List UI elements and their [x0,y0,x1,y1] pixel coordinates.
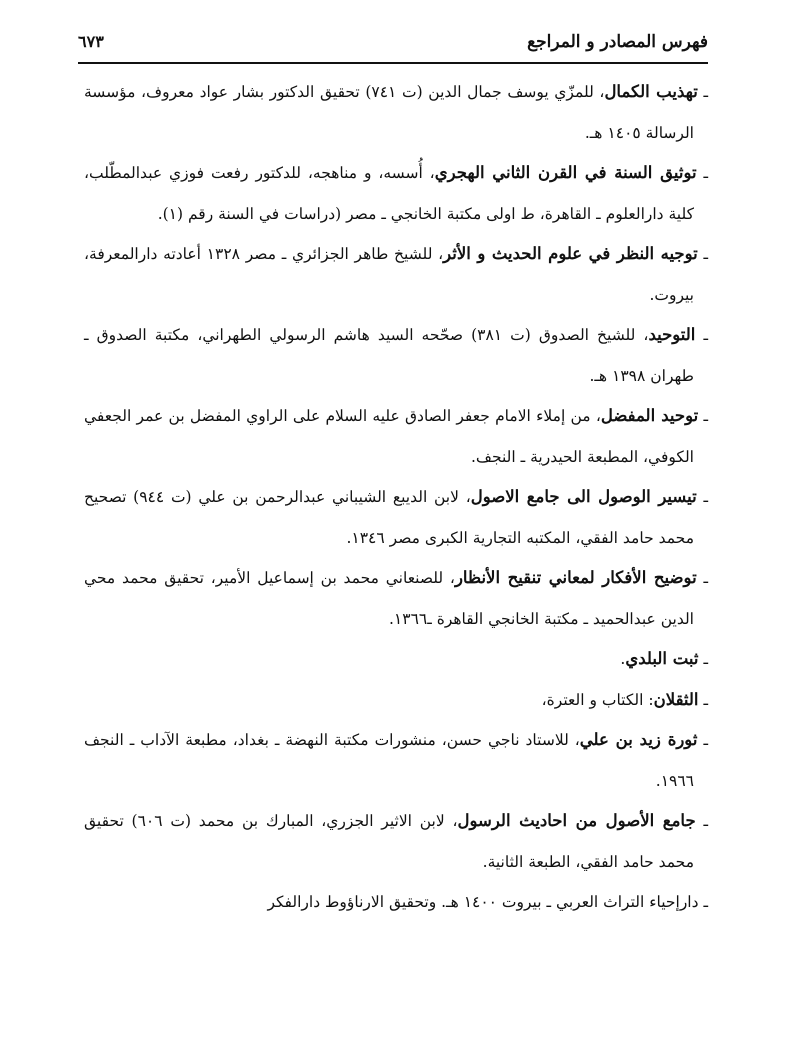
bibliography-entry: ـ تهذيب الكمال، للمزّي يوسف جمال الدين (ت ٧٤١) تحقيق الدكتور بشار عواد معروف، مؤسسة الرسالة ١٤٠٥ هـ. [84,82,708,142]
entry-text: ، من إملاء الامام جعفر الصادق عليه السلام على الراوي المفضل بن عمر الجعفي الكوفي، المطبعة الحيدرية ـ النجف. [84,407,694,466]
bibliography-entry: ـ توثيق السنة في القرن الثاني الهجري، أُسسه، و مناهجه، للدكتور رفعت فوزي عبدالمطّلب، كلية دارالعلوم ـ القاهرة، ط اولى مكتبة الخانجي ـ مصر (دراسات في السنة رقم (١). [84,163,709,223]
bibliography-entry: ـ التوحيد، للشيخ الصدوق (ت ٣٨١) صحّحه السيد هاشم الرسولي الطهراني، مكتبة الصدوق ـ طهران ١٣٩٨ هـ. [84,325,708,385]
entry-text: ، للمزّي يوسف جمال الدين (ت ٧٤١) تحقيق الدكتور بشار عواد معروف، مؤسسة الرسالة ١٤٠٥ هـ. [84,83,694,142]
bibliography-entry: ـ الثقلان: الكتاب و العترة، [541,689,708,709]
entry-title: تهذيب الكمال [604,82,698,101]
bibliography-entry: ـ ثورة زيد بن علي، للاستاد ناجي حسن، منشورات مكتبة النهضة ـ بغداد، مطبعة الآداب ـ النجف ١٩٦٦. [84,730,708,790]
entry-title: توجيه النظر في علوم الحديث و الأثر [443,244,698,263]
entry-text: ، لابن الديبع الشيباني عبدالرحمن بن علي (ت ٩٤٤) تصحيح محمد حامد الفقي، المكتبه التجارية الكبرى مصر ١٣٤٦. [84,488,694,547]
entry-title: توضيح الأفكار لمعاني تنقيح الأنظار [454,568,697,587]
entry-title: جامع الأصول من احاديث الرسول [457,811,696,830]
entry-text: دارإحياء التراث العربي ـ بيروت ١٤٠٠ هـ. وتحقيق الارناؤوط دارالفكر [267,893,699,911]
entry-title: توثيق السنة في القرن الثاني الهجري [434,163,697,182]
entry-text: ، للصنعاني محمد بن إسماعيل الأمير، تحقيق محمد محي الدين عبدالحميد ـ مكتبة الخانجي القاهرة ـ١٣٦٦. [84,569,694,628]
bibliography-entry: ـ تيسير الوصول الى جامع الاصول، لابن الديبع الشيباني عبدالرحمن بن علي (ت ٩٤٤) تصحيح محمد حامد الفقي، المكتبه التجارية الكبرى مصر ١٣٤٦. [84,487,708,547]
entry-text: ، للشيخ الصدوق (ت ٣٨١) صحّحه السيد هاشم الرسولي الطهراني، مكتبة الصدوق ـ طهران ١٣٩٨ هـ. [84,326,694,385]
header-rule [78,62,708,64]
entry-title: الثقلان [653,689,699,709]
entry-text: : الكتاب و العترة، [541,690,654,709]
entry-text: ، لابن الاثير الجزري، المبارك بن محمد (ت ٦٠٦) تحقيق محمد حامد الفقي، الطبعة الثانية. [84,812,694,871]
bibliography-entry: ـ دارإحياء التراث العربي ـ بيروت ١٤٠٠ هـ. وتحقيق الارناؤوط دارالفكر [267,893,708,911]
bibliography-entry: ـ توحيد المفضل، من إملاء الامام جعفر الصادق عليه السلام على الراوي المفضل بن عمر الجعفي الكوفي، المطبعة الحيدرية ـ النجف. [84,406,708,466]
page-number: ٦٧٣ [78,32,104,51]
entry-text: ، للشيخ طاهر الجزائري ـ مصر ١٣٢٨ أعادته دارالمعرفة، بيروت. [84,245,694,304]
entry-title: توحيد المفضل [600,406,699,425]
bibliography-list [84,72,708,923]
bibliography-entry: ـ جامع الأصول من احاديث الرسول، لابن الاثير الجزري، المبارك بن محمد (ت ٦٠٦) تحقيق محمد حامد الفقي، الطبعة الثانية. [84,811,708,871]
entry-title: ثورة زيد بن علي [579,730,698,749]
entry-text: ، للاستاد ناجي حسن، منشورات مكتبة النهضة ـ بغداد، مطبعة الآداب ـ النجف ١٩٦٦. [84,731,694,790]
entry-text: . [620,650,626,668]
entry-title: تيسير الوصول الى جامع الاصول [470,487,697,506]
page-header [78,22,708,62]
entry-text: ، أُسسه، و مناهجه، للدكتور رفعت فوزي عبدالمطّلب، كلية دارالعلوم ـ القاهرة، ط اولى مكتبة الخانجي ـ مصر (دراسات في السنة رقم (١). [84,164,694,223]
running-title: فهرس المصادر و المراجع [527,32,708,52]
entry-title: ثبت البلدي [625,649,699,668]
bibliography-entry: ـ توجيه النظر في علوم الحديث و الأثر، للشيخ طاهر الجزائري ـ مصر ١٣٢٨ أعادته دارالمعرفة، بيروت. [84,244,709,304]
bibliography-entry: ـ ثبت البلدي. [620,649,708,668]
bibliography-entry: ـ توضيح الأفكار لمعاني تنقيح الأنظار، للصنعاني محمد بن إسماعيل الأمير، تحقيق محمد محي الدين عبدالحميد ـ مكتبة الخانجي القاهرة ـ١٣٦٦. [84,568,709,628]
entry-title: التوحيد [648,325,696,344]
